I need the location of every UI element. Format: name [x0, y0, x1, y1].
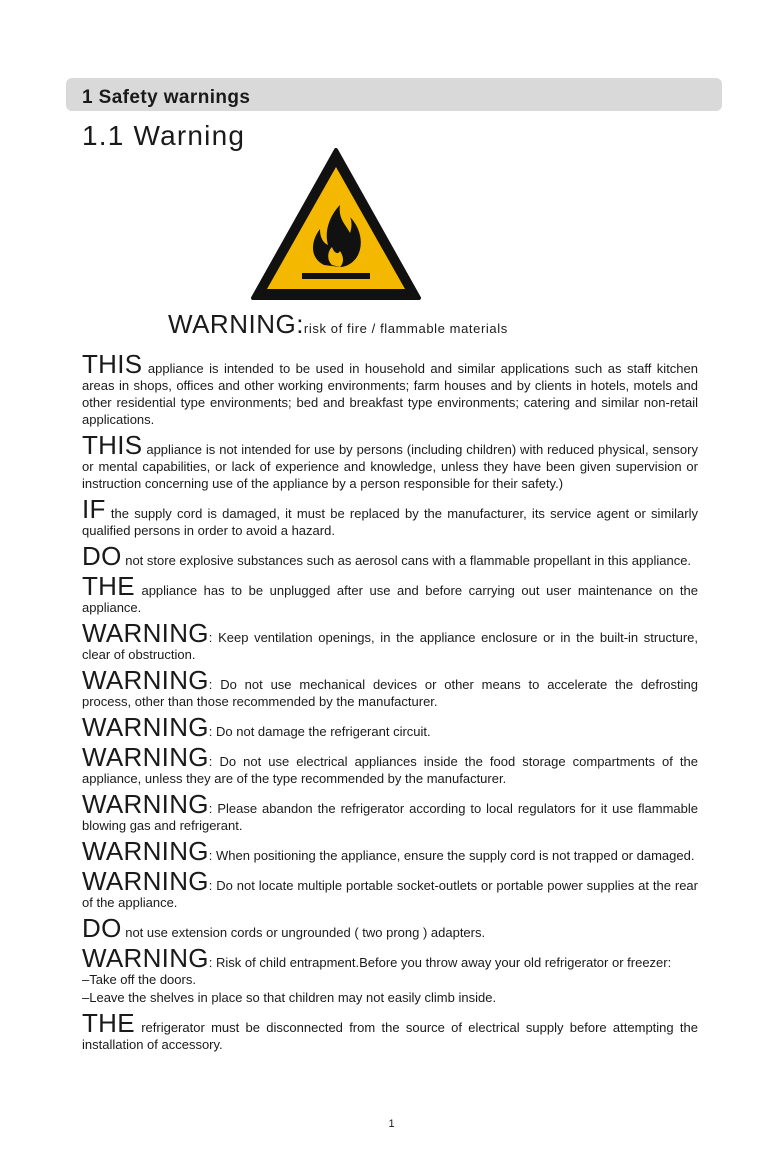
- paragraph-lead: WARNING: [82, 789, 209, 819]
- paragraph-lead: WARNING: [82, 665, 209, 695]
- warning-paragraph: [82, 913, 698, 943]
- paragraph-lead: WARNING: [82, 943, 209, 973]
- paragraph-lead: WARNING: [82, 742, 209, 772]
- warning-paragraph: [82, 665, 698, 710]
- paragraph-text: : Do not use electrical appliances inside the food storage compartments of the appliance, unless they are of the type recommended by the manufacturer.: [82, 754, 698, 786]
- subsection-title: 1.1 Warning: [82, 120, 246, 151]
- warning-paragraph: [82, 836, 698, 866]
- paragraph-lead: WARNING: [82, 712, 209, 742]
- paragraph-text: : Risk of child entrapment.Before you throw away your old refrigerator or freezer:: [208, 955, 672, 970]
- paragraph-text: –Leave the shelves in place so that children may not easily climb inside.: [82, 990, 497, 1005]
- flammable-warning-icon: [250, 147, 422, 301]
- paragraph-text: : Please abandon the refrigerator according to local regulators for it use flammable blowing gas and refrigerant.: [82, 801, 698, 833]
- paragraph-text: appliance has to be unplugged after use and before carrying out user maintenance on the appliance.: [82, 583, 698, 615]
- paragraph-lead: THE: [82, 571, 135, 601]
- warning-caption: [168, 309, 508, 340]
- warning-paragraph: [82, 789, 698, 834]
- warning-paragraph: [82, 971, 698, 988]
- paragraph-text: –Take off the doors.: [82, 972, 196, 987]
- warning-paragraph: [82, 943, 698, 973]
- paragraph-text: : Do not locate multiple portable socket-outlets or portable power supplies at the rear of the appliance.: [82, 878, 698, 910]
- warning-paragraph: [82, 349, 698, 428]
- warning-caption-lead: WARNING:: [168, 309, 304, 339]
- paragraph-lead: THIS: [82, 430, 143, 460]
- paragraph-lead: WARNING: [82, 836, 209, 866]
- paragraph-lead: THE: [82, 1008, 135, 1038]
- paragraph-lead: IF: [82, 494, 106, 524]
- warning-paragraph: [82, 571, 698, 616]
- page-number: 1: [388, 1118, 395, 1130]
- warning-paragraph: [82, 989, 698, 1006]
- paragraph-lead: DO: [82, 541, 122, 571]
- paragraph-text: : Keep ventilation openings, in the appliance enclosure or in the built-in structure, clear of obstruction.: [82, 630, 698, 662]
- warning-paragraph: [82, 742, 698, 787]
- paragraph-text: : Do not damage the refrigerant circuit.: [208, 724, 431, 739]
- paragraph-lead: DO: [82, 913, 122, 943]
- section-header-bar: [66, 78, 722, 111]
- warning-caption-text: risk of fire / flammable materials: [303, 321, 508, 336]
- warnings-list: [82, 349, 698, 1053]
- warning-paragraph: [82, 494, 698, 539]
- paragraph-text: not use extension cords or ungrounded ( two prong ) adapters.: [121, 925, 486, 940]
- paragraph-text: appliance is not intended for use by persons (including children) with reduced physical, sensory or mental capabilities, or lack of experience and knowledge, unless they have been given supervision or instruction concerning use of the appliance by a person responsible for their safety.): [82, 442, 698, 491]
- warning-paragraph: [82, 430, 698, 492]
- paragraph-text: appliance is intended to be used in household and similar applications such as staff kitchen areas in shops, offices and other working environments; farm houses and by clients in hotels, motels and other residential type environments; bed and breakfast type environments; catering and similar non-retail applications.: [82, 361, 698, 427]
- warning-paragraph: [82, 618, 698, 663]
- paragraph-text: the supply cord is damaged, it must be replaced by the manufacturer, its service agent or similarly qualified persons in order to avoid a hazard.: [82, 506, 698, 538]
- warning-paragraph: [82, 866, 698, 911]
- warning-paragraph: [82, 541, 698, 571]
- paragraph-text: : When positioning the appliance, ensure the supply cord is not trapped or damaged.: [208, 848, 695, 863]
- paragraph-text: refrigerator must be disconnected from the source of electrical supply before attempting the installation of accessory.: [82, 1020, 698, 1052]
- warning-paragraph: [82, 1008, 698, 1053]
- paragraph-lead: WARNING: [82, 618, 209, 648]
- paragraph-text: : Do not use mechanical devices or other means to accelerate the defrosting process, other than those recommended by the manufacturer.: [82, 677, 698, 709]
- paragraph-lead: THIS: [82, 349, 143, 379]
- paragraph-lead: WARNING: [82, 866, 209, 896]
- paragraph-text: not store explosive substances such as aerosol cans with a flammable propellant in this appliance.: [121, 553, 692, 568]
- section-title: 1 Safety warnings: [82, 87, 251, 108]
- warning-paragraph: [82, 712, 698, 742]
